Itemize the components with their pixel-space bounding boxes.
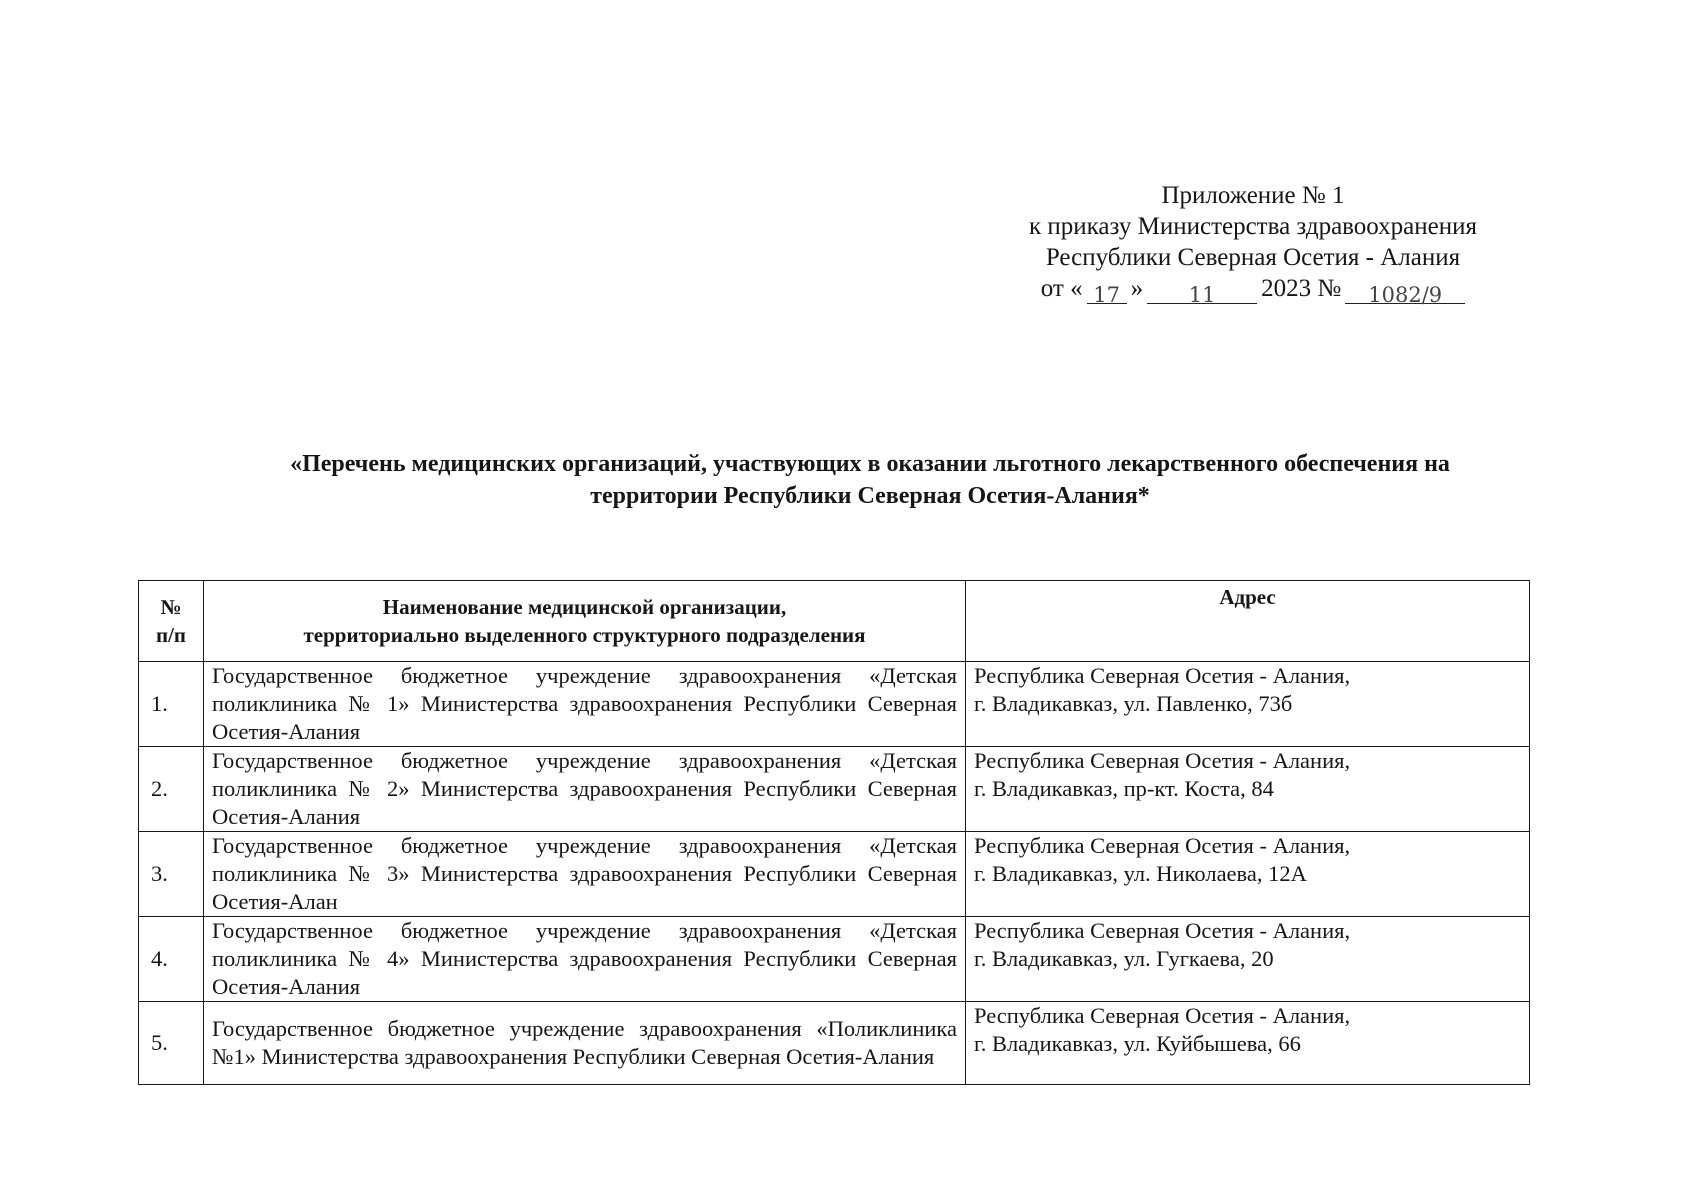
- title-line-1: «Перечень медицинских организаций, участвующих в оказании льготного лекарственного обеспечения на: [290, 451, 1450, 477]
- row-organization-name: Государственное бюджетное учреждение здравоохранения «Поликлиника №1» Министерства здравоохранения Республики Северная Осетия-Алания: [204, 1002, 966, 1085]
- header-organization-name: [204, 581, 966, 662]
- row-organization-name: Государственное бюджетное учреждение здравоохранения «Детская поликлиника № 4» Министерства здравоохранения Республики Северная Осетия-Алания: [204, 917, 966, 1002]
- row-organization-name: Государственное бюджетное учреждение здравоохранения «Детская поликлиника № 3» Министерства здравоохранения Республики Северная Осетия-Алан: [204, 832, 966, 917]
- address-line-2: г. Владикавказ, пр-кт. Коста, 84: [974, 776, 1274, 801]
- row-organization-name: Государственное бюджетное учреждение здравоохранения «Детская поликлиника № 1» Министерства здравоохранения Республики Северная Осетия-Алания: [204, 662, 966, 747]
- table-header-row: [139, 581, 1530, 662]
- appendix-date-line: [973, 273, 1533, 307]
- appendix-order-ref: к приказу Министерства здравоохранения: [1028, 213, 1478, 240]
- date-month-field: [1147, 279, 1257, 307]
- header-name-line-1: Наименование медицинской организации,: [382, 595, 787, 619]
- address-line-2: г. Владикавказ, ул. Павленко, 73б: [974, 691, 1293, 716]
- date-prefix: от «: [1040, 275, 1083, 302]
- appendix-label: Приложение № 1: [1161, 182, 1345, 209]
- address-line-1: Республика Северная Осетия - Алания,: [974, 833, 1351, 858]
- table-row: [139, 917, 1530, 1002]
- table-row: [139, 662, 1530, 747]
- row-number: 3.: [139, 832, 204, 917]
- header-number-symbol: №: [160, 595, 182, 619]
- date-year: 2023 №: [1261, 275, 1342, 302]
- table-row: [139, 1002, 1530, 1085]
- document-title: [180, 448, 1560, 512]
- row-number: 5.: [139, 1002, 204, 1085]
- row-address: [966, 917, 1530, 1002]
- order-number-field: [1345, 279, 1465, 307]
- appendix-header: [973, 180, 1533, 307]
- row-number: 1.: [139, 662, 204, 747]
- row-address: [966, 832, 1530, 917]
- table-row: [139, 747, 1530, 832]
- address-line-1: Республика Северная Осетия - Алания,: [974, 663, 1351, 688]
- address-line-2: г. Владикавказ, ул. Гугкаева, 20: [974, 946, 1274, 971]
- row-address: [966, 747, 1530, 832]
- address-line-1: Республика Северная Осетия - Алания,: [974, 918, 1351, 943]
- address-line-1: Республика Северная Осетия - Алания,: [974, 748, 1351, 773]
- row-number: 2.: [139, 747, 204, 832]
- table-row: [139, 832, 1530, 917]
- address-line-1: Республика Северная Осетия - Алания,: [974, 1003, 1351, 1028]
- row-address: [966, 662, 1530, 747]
- header-number: [139, 581, 204, 662]
- row-organization-name: Государственное бюджетное учреждение здравоохранения «Детская поликлиника № 2» Министерства здравоохранения Республики Северная Осетия-Алания: [204, 747, 966, 832]
- date-mid: »: [1130, 275, 1144, 302]
- address-line-2: г. Владикавказ, ул. Николаева, 12А: [974, 861, 1307, 886]
- date-day-handwritten: 17: [1093, 283, 1120, 307]
- date-day-field: [1087, 279, 1127, 307]
- title-line-2: территории Республики Северная Осетия-Алания*: [590, 483, 1150, 509]
- order-number-handwritten: 1082: [1368, 283, 1422, 307]
- header-number-abbr: п/п: [155, 623, 187, 647]
- row-number: 4.: [139, 917, 204, 1002]
- row-address: [966, 1002, 1530, 1085]
- header-name-line-2: территориально выделенного структурного подразделения: [303, 623, 866, 647]
- order-suffix-handwritten: /9: [1421, 283, 1443, 307]
- date-month-handwritten: 11: [1188, 283, 1216, 307]
- address-line-2: г. Владикавказ, ул. Куйбышева, 66: [974, 1031, 1301, 1056]
- appendix-republic: Республики Северная Осетия - Алания: [1045, 244, 1461, 271]
- header-address: Адрес: [966, 581, 1530, 662]
- organizations-table: [138, 580, 1530, 1085]
